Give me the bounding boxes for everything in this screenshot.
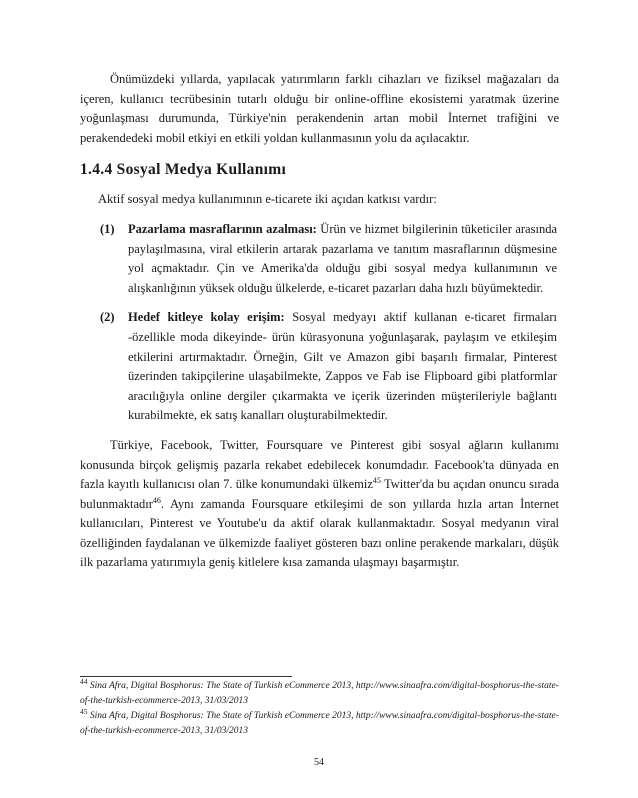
- list-item-heading: Hedef kitleye kolay erişim:: [128, 310, 285, 325]
- footnote-text: Sina Afra, Digital Bosphorus: The State of Turkish eCommerce 2013, http://www.sinaafra.com/digital-bosphorus-the-state-of-the-turkish-ecommerce-2013, 31/03/2013: [80, 711, 559, 736]
- footnote-mark: 45: [80, 706, 88, 716]
- closing-text-3: . Aynı zamanda Foursquare etkileşimi de son yıllarda hızla artan İnternet kullanıcıları, Pinterest ve Youtube'u da aktif olarak kullanmaktadır. Sosyal medyanın viral özelliğinden faydalanan ve ülkemizde faaliyet gösteren bazı online perakende markaları, düşük ilk pazarlama yatırımıyla geniş kitlelere kısa zamanda ulaşmayı başarmıştır.: [80, 496, 559, 570]
- footnote: [80, 676, 559, 709]
- footnote-ref: 45: [372, 475, 381, 485]
- list-item-heading: Pazarlama masraflarının azalması:: [128, 221, 317, 236]
- closing-paragraph: [80, 436, 559, 573]
- lead-sentence: Aktif sosyal medya kullanımının e-ticarete iki açıdan katkısı vardır:: [98, 192, 437, 207]
- list-item-number: (1): [100, 221, 115, 236]
- closing-text-1: Türkiye, Facebook, Twitter, Foursquare ve Pinterest gibi sosyal ağların kullanımı konusunda birçok gelişmiş pazarla rekabet edebilecek konumdadır. Facebook'ta dünyada en fazla kayıtlı kullanıcısı olan 7. ülke konumundaki ülkemiz: [80, 437, 559, 492]
- list-item-1: [80, 220, 559, 298]
- footnote-divider: [80, 676, 292, 677]
- footnote-mark: 44: [80, 676, 88, 686]
- list-item-text: Sosyal medyayı aktif kullanan e-ticaret firmaları -özellikle moda dikeyinde- ürün kürasyonuna yoğunlaşarak, paylaşım ve etkileşim etkilerini artırmaktadır. Örneğin, Gilt ve Amazon gibi başarılı firmalar, Pinterest üzerinden takipçilerine ulaşabilmekte, Zappos ve Fab ise Flipboard gibi platformlar aracılığıyla online dergiler çıkarmakta ve içerik üzerinden müşterileriyle bağlantı kurabilmekte, ek satış kanalları oluşturabilmektedir.: [128, 310, 557, 423]
- list-item-text: Ürün ve hizmet bilgilerinin tüketiciler arasında paylaşılmasına, viral etkilerin artarak pazarlama ve tanıtım masraflarının düşmesine yol açmaktadır. Çin ve Amerika'da olduğu gibi sosyal medya kullanımının ve alışkanlığının yüksek olduğu ülkelerde, e-ticaret pazarları daha hızlı büyümektedir.: [128, 221, 557, 295]
- footnotes: [80, 676, 559, 739]
- page-number: 54: [314, 757, 324, 768]
- closing-text-2: Twitter'da bu açıdan onuncu sırada bulunmaktadır: [80, 477, 559, 511]
- intro-paragraph: Önümüzdeki yıllarda, yapılacak yatırımların farklı cihazları ve fiziksel mağazaları da içeren, kullanıcı tecrübesinin tutarlı olduğu bir online-offline ekosistemi yaratmak üzerine yoğunlaşması durumunda, Türkiye'nin perakendenin artan mobil İnternet trafiğini ve perakendedeki mobil etkiyi en etkili yoldan kullanmasının yolu da açılacaktır.: [80, 72, 559, 145]
- footnote-ref: 46: [152, 495, 161, 505]
- list-item-2: [80, 308, 559, 426]
- list-item-number: (2): [100, 310, 115, 325]
- section-heading: 1.4.4 Sosyal Medya Kullanımı: [80, 161, 287, 179]
- footnote-text: Sina Afra, Digital Bosphorus: The State of Turkish eCommerce 2013, http://www.sinaafra.com/digital-bosphorus-the-state-of-the-turkish-ecommerce-2013, 31/03/2013: [80, 681, 559, 706]
- footnote: [80, 706, 559, 739]
- page-body: [80, 70, 559, 573]
